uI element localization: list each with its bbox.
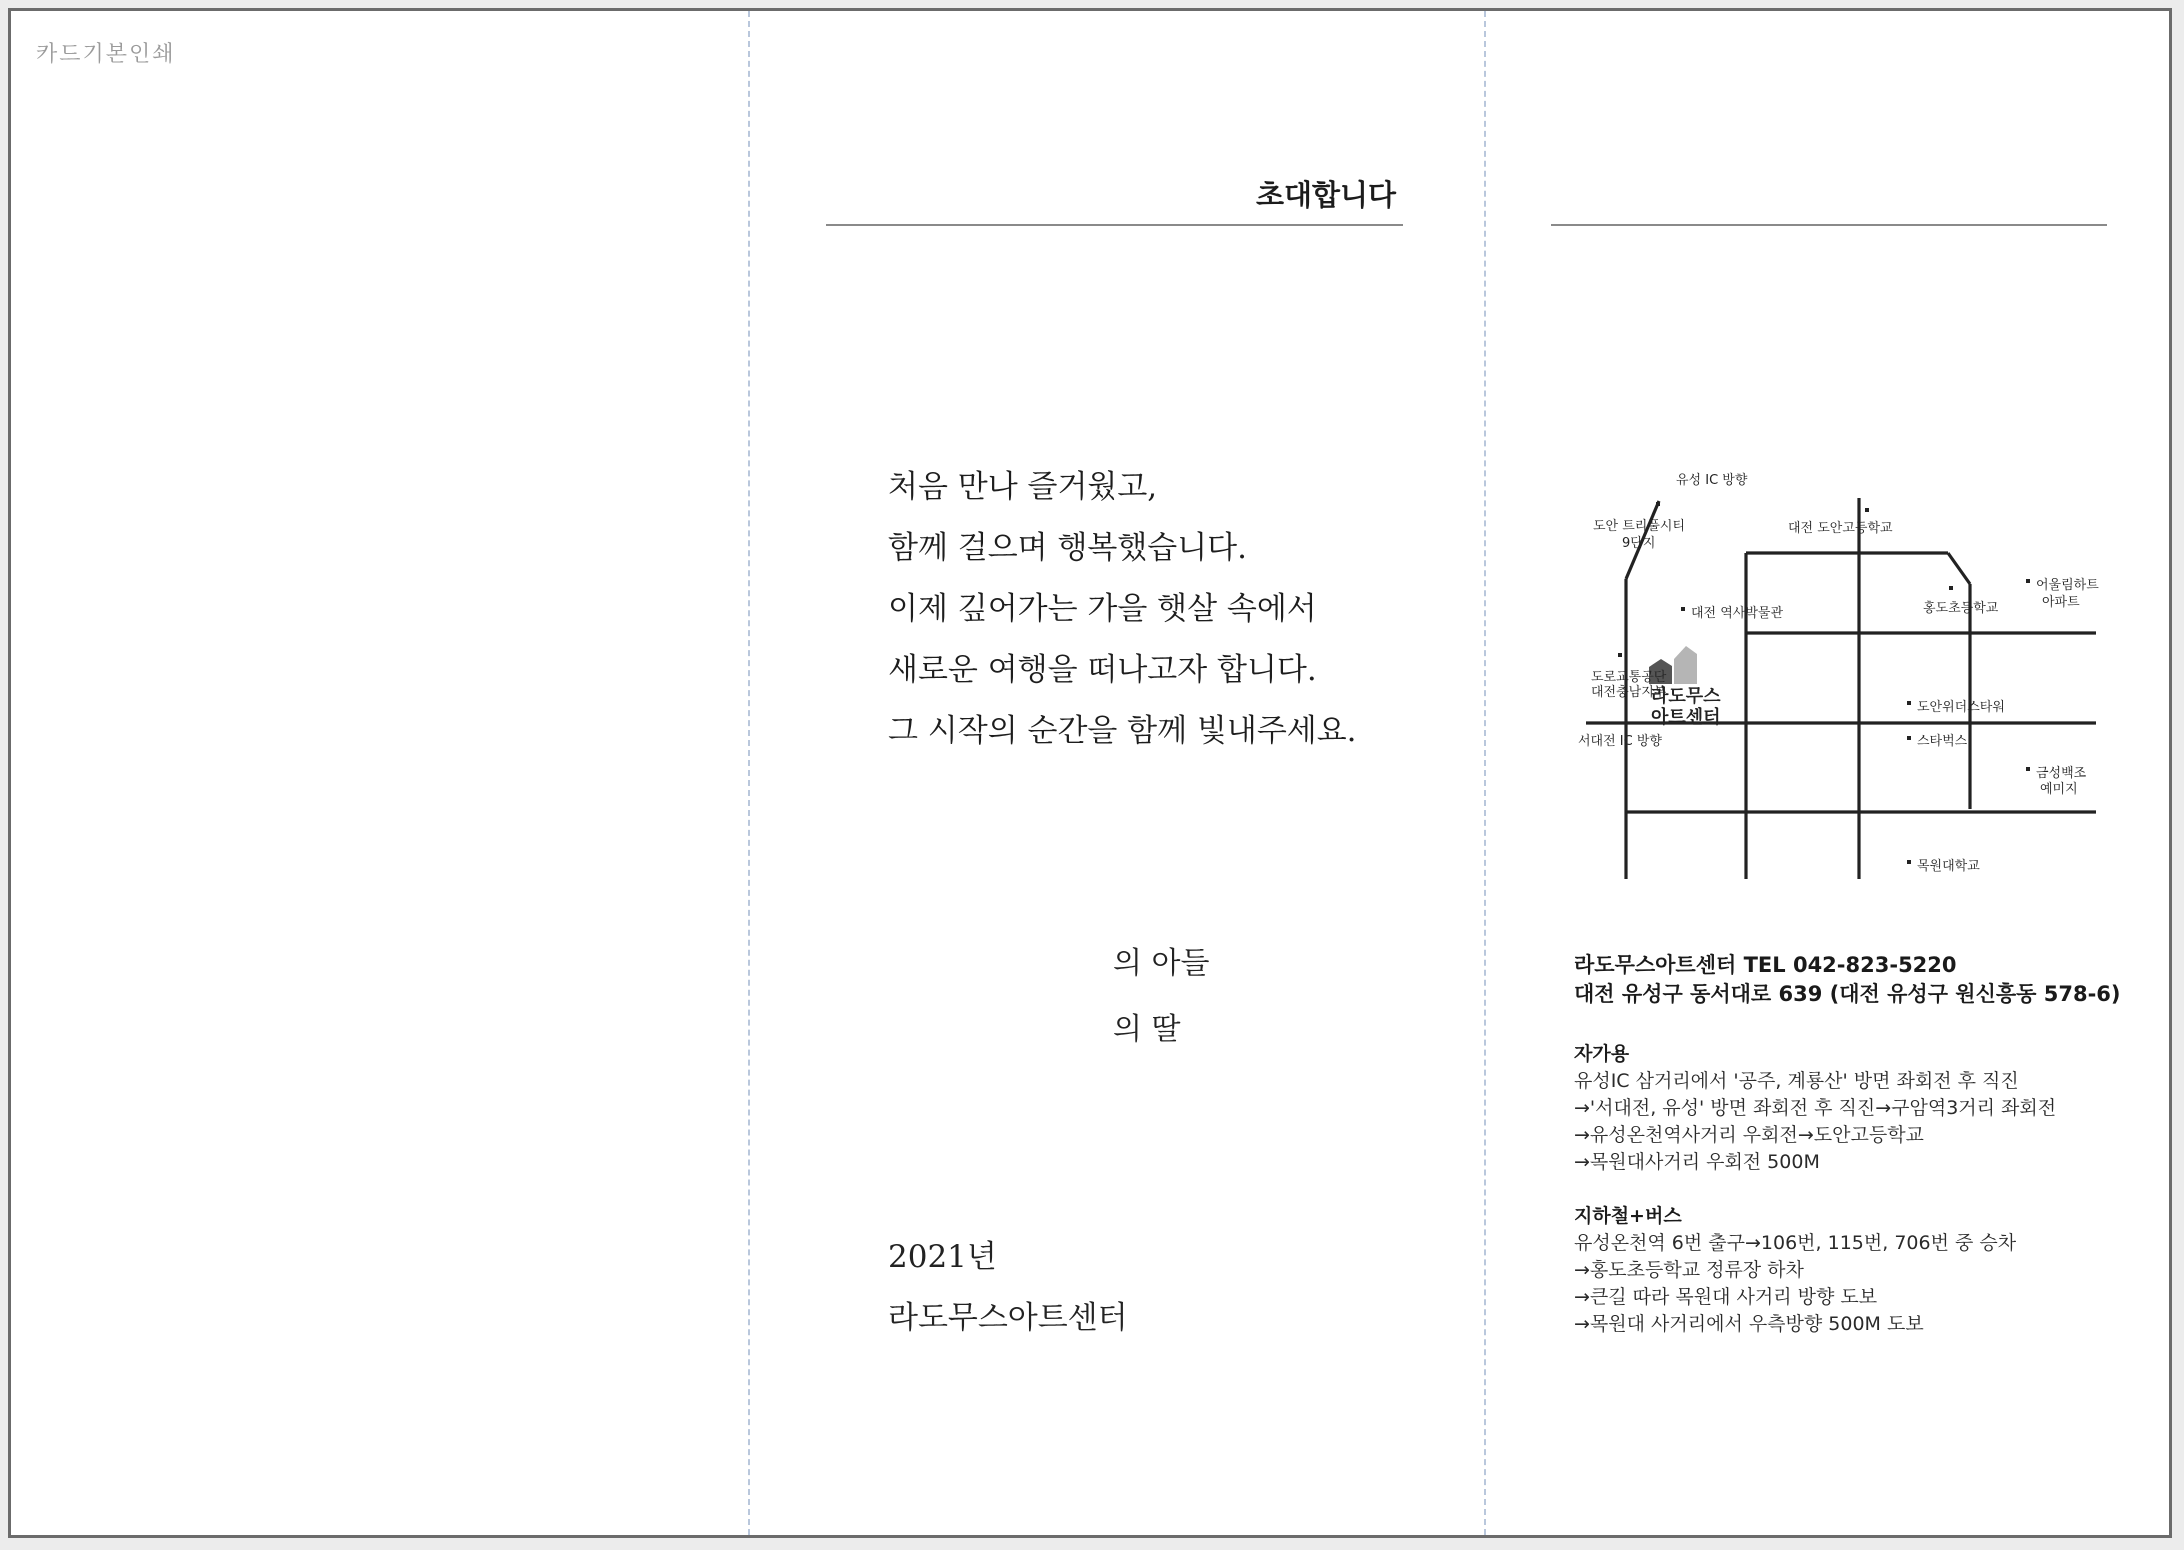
right-divider <box>1551 224 2107 226</box>
label-geumseong-2: 예미지 <box>2040 782 2078 797</box>
label-doan-tree-2: 9단지 <box>1622 536 1656 551</box>
label-venue-2: 아트센터 <box>1651 707 1721 728</box>
title-divider <box>826 224 1403 226</box>
label-museum: 대전 역사박물관 <box>1691 606 1784 621</box>
label-starbucks: 스타벅스 <box>1917 734 1968 749</box>
label-venue: 라도무스 <box>1651 686 1721 707</box>
car-title: 자가용 <box>1574 1043 1630 1065</box>
car-line: 유성IC 삼거리에서 '공주, 계룡산' 방면 좌회전 후 직진 <box>1574 1070 2019 1092</box>
car-line: →목원대사거리 우회전 500M <box>1574 1151 1820 1173</box>
label-seodaejeon-ic: 서대전 IC 방향 <box>1578 734 1662 749</box>
card-sheet <box>8 8 2172 1538</box>
transit-directions <box>1574 1202 2016 1338</box>
event-date: 2021년 <box>888 1239 997 1275</box>
label-doan-tree: 도안 트리풀시티 <box>1593 519 1686 534</box>
label-geumseong: 금성백조 <box>2036 766 2087 781</box>
label-doan-high: 대전 도안고등학교 <box>1788 521 1893 536</box>
transit-line: →큰길 따라 목원대 사거리 방향 도보 <box>1574 1286 1878 1308</box>
invitation-message <box>888 457 1357 762</box>
message-line: 이제 깊어가는 가을 햇살 속에서 <box>888 591 1317 627</box>
family-lines <box>1113 931 1209 1063</box>
transit-line: →목원대 사거리에서 우측방향 500M 도보 <box>1574 1313 1924 1335</box>
fold-line-right <box>1484 11 1486 1535</box>
label-yuseong-ic: 유성 IC 방향 <box>1676 473 1748 488</box>
label-eoullim: 어울림하트 <box>2036 578 2099 593</box>
venue-info <box>1574 951 2121 1009</box>
message-line: 함께 걸으며 행복했습니다. <box>888 530 1247 566</box>
print-label: 카드기본인쇄 <box>36 42 176 67</box>
transit-title: 지하철+버스 <box>1574 1205 1682 1227</box>
invitation-footer <box>888 1227 1128 1349</box>
label-mokwon: 목원대학교 <box>1917 859 1980 874</box>
venue-address: 대전 유성구 동서대로 639 (대전 유성구 원신흥동 578-6) <box>1574 982 2121 1006</box>
label-doan-tower: 도안위더스타워 <box>1917 700 2005 715</box>
message-line: 처음 만나 즐거웠고, <box>888 469 1158 505</box>
venue-name: 라도무스아트센터 <box>888 1300 1128 1336</box>
message-line: 새로운 여행을 떠나고자 합니다. <box>888 652 1317 688</box>
car-line: →'서대전, 유성' 방면 좌회전 후 직진→구암역3거리 좌회전 <box>1574 1097 2057 1119</box>
car-directions <box>1574 1040 2056 1176</box>
fold-line-left <box>748 11 750 1535</box>
groom-line: 의 아들 <box>1113 946 1210 981</box>
transit-line: 유성온천역 6번 출구→106번, 115번, 706번 중 승차 <box>1574 1232 2017 1254</box>
label-road-corp: 도로교통공단 <box>1591 670 1667 685</box>
label-road-corp-2: 대전충남지부 <box>1591 685 1667 700</box>
label-hongdo: 홍도초등학교 <box>1923 601 1999 616</box>
transit-line: →홍도초등학교 정류장 하차 <box>1574 1259 1804 1281</box>
label-eoullim-2: 아파트 <box>2042 595 2080 610</box>
venue-contact: 라도무스아트센터 TEL 042-823-5220 <box>1574 953 1957 977</box>
bride-line: 의 딸 <box>1113 1012 1181 1047</box>
location-map <box>1566 466 2106 896</box>
message-line: 그 시작의 순간을 함께 빛내주세요. <box>888 713 1357 749</box>
invitation-title: 초대합니다 <box>1256 178 1397 212</box>
car-line: →유성온천역사거리 우회전→도안고등학교 <box>1574 1124 1924 1146</box>
